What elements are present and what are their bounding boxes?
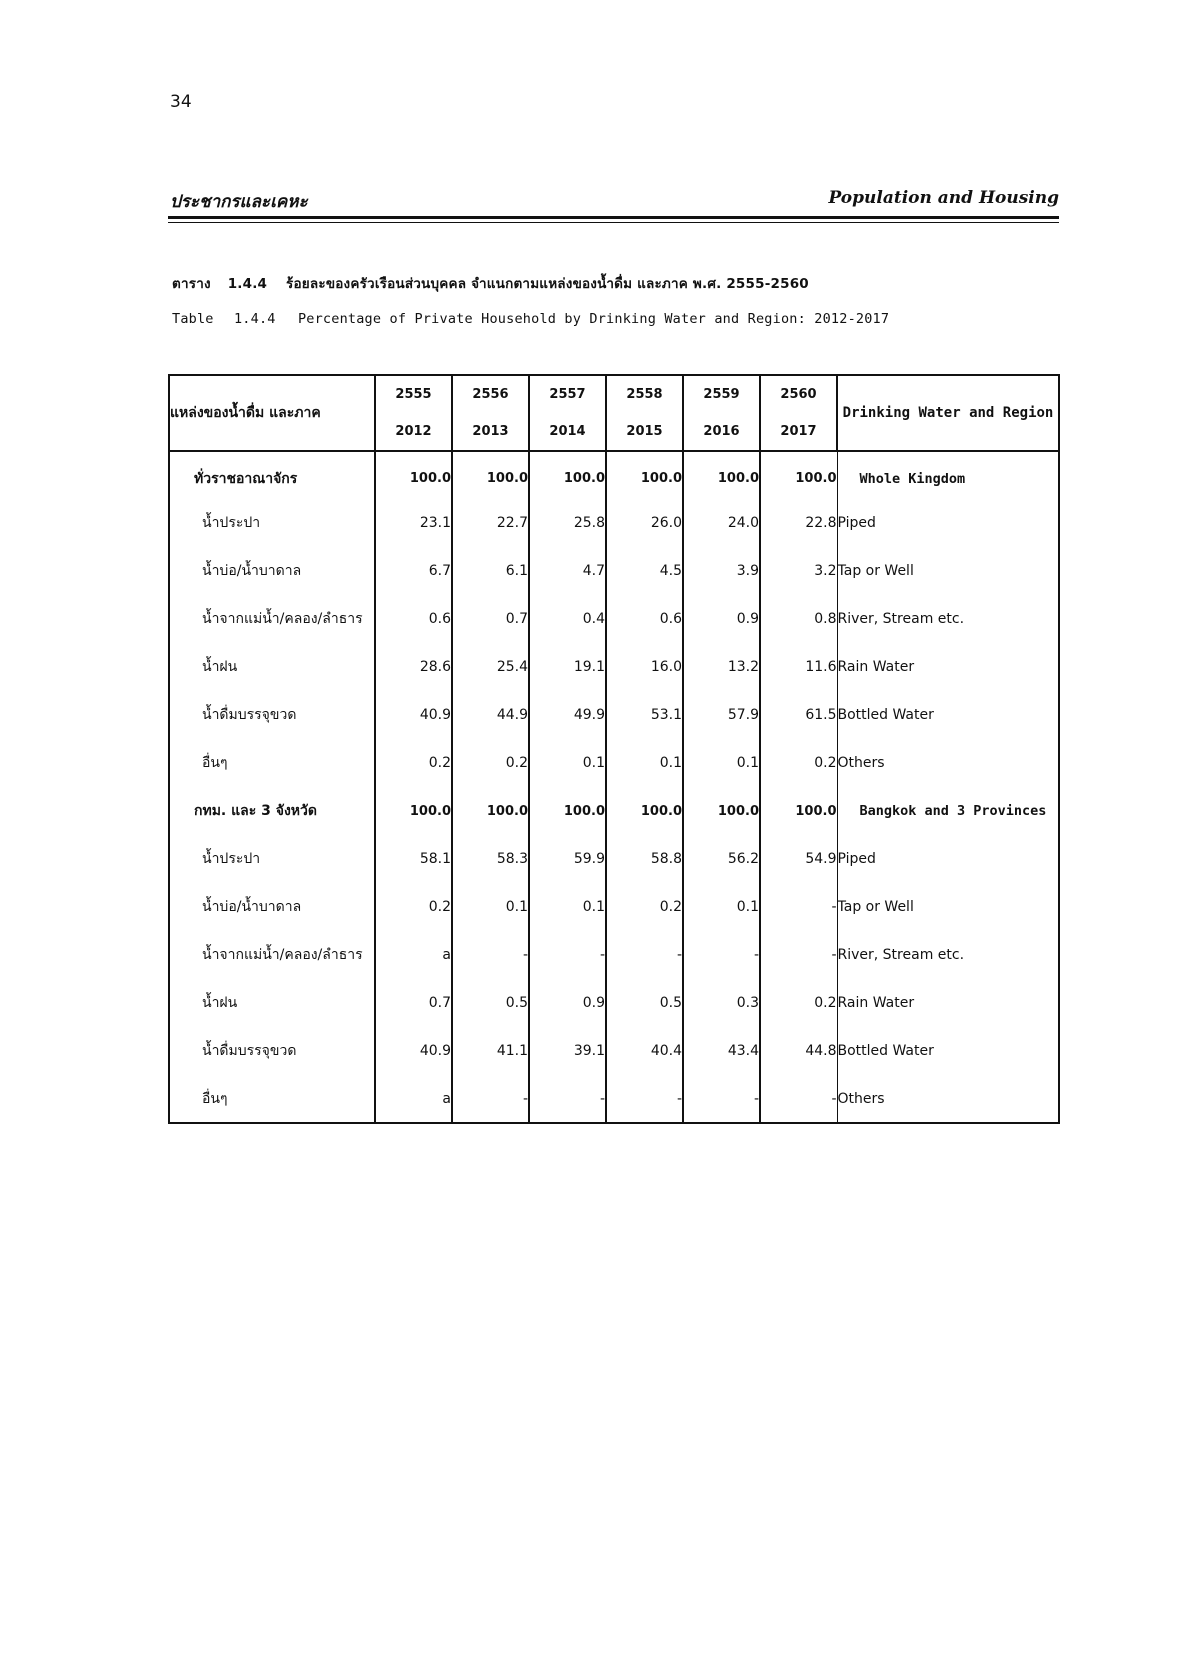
value-cell: - <box>529 931 606 979</box>
caption-english-number: 1.4.4 <box>233 311 276 327</box>
value-cell: 44.9 <box>452 691 529 739</box>
row-label-thai: น้ำประปา <box>202 515 261 531</box>
value-cell: 13.2 <box>683 643 760 691</box>
value-cell: 0.1 <box>683 883 760 931</box>
table-row <box>169 499 1059 547</box>
value-cell: 0.2 <box>375 883 452 931</box>
row-label-thai: กทม. และ 3 จังหวัด <box>194 803 317 819</box>
value-cell: 4.5 <box>606 547 683 595</box>
value-cell: 61.5 <box>760 691 837 739</box>
row-label-english: Bottled Water <box>837 691 1059 739</box>
row-label-thai: อื่นๆ <box>202 1090 228 1107</box>
row-label-english: River, Stream etc. <box>837 595 1059 643</box>
row-label-english: Bottled Water <box>837 1027 1059 1075</box>
row-label-english: Piped <box>837 835 1059 883</box>
row-label-thai: น้ำจากแม่น้ำ/คลอง/ลำธาร <box>202 611 363 627</box>
header-label-english: Drinking Water and Region <box>837 375 1059 451</box>
row-label-english: Rain Water <box>837 643 1059 691</box>
table-body <box>169 451 1059 1123</box>
year-be: 2556 <box>472 387 509 402</box>
row-label-english: Others <box>837 1075 1059 1123</box>
table-caption-english <box>172 311 889 327</box>
row-label-thai: น้ำฝน <box>202 659 238 675</box>
value-cell: a <box>375 931 452 979</box>
value-cell: 25.8 <box>529 499 606 547</box>
value-cell: 28.6 <box>375 643 452 691</box>
value-cell: 0.2 <box>760 739 837 787</box>
value-cell: - <box>529 1075 606 1123</box>
value-cell: a <box>375 1075 452 1123</box>
header-year <box>683 375 760 451</box>
table-row <box>169 595 1059 643</box>
year-ce: 2012 <box>395 424 432 439</box>
value-cell: 0.1 <box>452 883 529 931</box>
value-cell: 0.6 <box>375 595 452 643</box>
value-cell: 100.0 <box>606 451 683 499</box>
value-cell: 0.1 <box>683 739 760 787</box>
header-label-thai: แหล่งของน้ำดื่ม และภาค <box>169 375 375 451</box>
value-cell: 0.9 <box>529 979 606 1027</box>
value-cell: 41.1 <box>452 1027 529 1075</box>
value-cell: 0.3 <box>683 979 760 1027</box>
data-table <box>168 374 1060 1124</box>
value-cell: 0.5 <box>606 979 683 1027</box>
table-row <box>169 883 1059 931</box>
row-label-english: Others <box>837 739 1059 787</box>
header-year <box>760 375 837 451</box>
row-label-thai: น้ำประปา <box>202 851 261 867</box>
value-cell: 53.1 <box>606 691 683 739</box>
value-cell: 100.0 <box>760 787 837 835</box>
page-number: 34 <box>170 92 192 112</box>
value-cell: 49.9 <box>529 691 606 739</box>
value-cell: 58.1 <box>375 835 452 883</box>
row-label-english: River, Stream etc. <box>837 931 1059 979</box>
value-cell: 4.7 <box>529 547 606 595</box>
value-cell: 19.1 <box>529 643 606 691</box>
value-cell: 0.1 <box>529 739 606 787</box>
table-row <box>169 931 1059 979</box>
value-cell: - <box>683 931 760 979</box>
value-cell: 0.6 <box>606 595 683 643</box>
value-cell: 0.7 <box>452 595 529 643</box>
row-label-thai: น้ำบ่อ/น้ำบาดาล <box>202 563 302 579</box>
value-cell: - <box>606 1075 683 1123</box>
value-cell: 24.0 <box>683 499 760 547</box>
row-label-english: Whole Kingdom <box>837 451 1059 499</box>
row-label-thai: น้ำจากแม่น้ำ/คลอง/ลำธาร <box>202 947 363 963</box>
table-row <box>169 835 1059 883</box>
value-cell: - <box>760 931 837 979</box>
value-cell: 3.2 <box>760 547 837 595</box>
header-year <box>606 375 683 451</box>
value-cell: 54.9 <box>760 835 837 883</box>
table-row <box>169 691 1059 739</box>
row-label-english: Rain Water <box>837 979 1059 1027</box>
year-be: 2559 <box>703 387 740 402</box>
row-label-english: Bangkok and 3 Provinces <box>837 787 1059 835</box>
table-row <box>169 1075 1059 1123</box>
table-row <box>169 739 1059 787</box>
value-cell: 0.7 <box>375 979 452 1027</box>
table-row <box>169 979 1059 1027</box>
value-cell: 40.9 <box>375 691 452 739</box>
value-cell: 57.9 <box>683 691 760 739</box>
row-label-english: Tap or Well <box>837 883 1059 931</box>
value-cell: - <box>760 883 837 931</box>
value-cell: 100.0 <box>375 787 452 835</box>
running-header-english: Population and Housing <box>828 188 1059 208</box>
table-row <box>169 1027 1059 1075</box>
header-rule-thick <box>168 216 1059 219</box>
running-header-thai: ประชากรและเคหะ <box>170 192 308 212</box>
value-cell: 3.9 <box>683 547 760 595</box>
value-cell: - <box>760 1075 837 1123</box>
row-label-english: Piped <box>837 499 1059 547</box>
header-year <box>375 375 452 451</box>
caption-thai-number: 1.4.4 <box>227 276 268 292</box>
table-row <box>169 643 1059 691</box>
year-be: 2557 <box>549 387 586 402</box>
header-rule-thin <box>168 222 1059 223</box>
value-cell: 16.0 <box>606 643 683 691</box>
value-cell: 11.6 <box>760 643 837 691</box>
value-cell: 0.2 <box>375 739 452 787</box>
value-cell: 25.4 <box>452 643 529 691</box>
value-cell: 58.3 <box>452 835 529 883</box>
value-cell: 23.1 <box>375 499 452 547</box>
header-row <box>169 375 1059 451</box>
header-year <box>529 375 606 451</box>
table-caption-thai <box>172 272 809 294</box>
year-ce: 2015 <box>626 424 663 439</box>
table-row <box>169 451 1059 499</box>
value-cell: 40.9 <box>375 1027 452 1075</box>
value-cell: - <box>452 1075 529 1123</box>
value-cell: 0.1 <box>529 883 606 931</box>
row-label-thai: น้ำดื่มบรรจุขวด <box>202 707 297 723</box>
value-cell: 100.0 <box>683 451 760 499</box>
value-cell: 100.0 <box>452 787 529 835</box>
value-cell: 26.0 <box>606 499 683 547</box>
value-cell: 100.0 <box>375 451 452 499</box>
value-cell: - <box>452 931 529 979</box>
header-year <box>452 375 529 451</box>
value-cell: - <box>606 931 683 979</box>
value-cell: 100.0 <box>529 787 606 835</box>
value-cell: 6.7 <box>375 547 452 595</box>
value-cell: 0.9 <box>683 595 760 643</box>
value-cell: 100.0 <box>760 451 837 499</box>
row-label-thai: น้ำบ่อ/น้ำบาดาล <box>202 899 302 915</box>
value-cell: - <box>683 1075 760 1123</box>
value-cell: 59.9 <box>529 835 606 883</box>
value-cell: 100.0 <box>606 787 683 835</box>
value-cell: 0.5 <box>452 979 529 1027</box>
caption-english-text: Percentage of Private Household by Drinking Water and Region: 2012-2017 <box>297 311 890 327</box>
row-label-thai: น้ำดื่มบรรจุขวด <box>202 1043 297 1059</box>
row-label-thai: อื่นๆ <box>202 755 228 771</box>
value-cell: 22.8 <box>760 499 837 547</box>
value-cell: 0.1 <box>606 739 683 787</box>
caption-english-label: Table <box>172 311 214 327</box>
value-cell: 0.8 <box>760 595 837 643</box>
value-cell: 58.8 <box>606 835 683 883</box>
value-cell: 44.8 <box>760 1027 837 1075</box>
row-label-english: Tap or Well <box>837 547 1059 595</box>
year-ce: 2013 <box>472 424 509 439</box>
value-cell: 100.0 <box>683 787 760 835</box>
value-cell: 0.2 <box>760 979 837 1027</box>
value-cell: 0.2 <box>606 883 683 931</box>
table-row <box>169 547 1059 595</box>
year-be: 2558 <box>626 387 663 402</box>
value-cell: 0.2 <box>452 739 529 787</box>
year-ce: 2016 <box>703 424 740 439</box>
value-cell: 0.4 <box>529 595 606 643</box>
value-cell: 6.1 <box>452 547 529 595</box>
row-label-thai: ทั่วราชอาณาจักร <box>194 470 298 487</box>
table-header <box>169 375 1059 451</box>
row-label-thai: น้ำฝน <box>202 995 238 1011</box>
table-row <box>169 787 1059 835</box>
caption-thai-label: ตาราง <box>172 276 211 292</box>
year-ce: 2017 <box>780 424 817 439</box>
year-be: 2560 <box>780 387 817 402</box>
value-cell: 56.2 <box>683 835 760 883</box>
value-cell: 43.4 <box>683 1027 760 1075</box>
value-cell: 100.0 <box>452 451 529 499</box>
year-be: 2555 <box>395 387 432 402</box>
value-cell: 40.4 <box>606 1027 683 1075</box>
value-cell: 22.7 <box>452 499 529 547</box>
caption-thai-text: ร้อยละของครัวเรือนส่วนบุคคล จำแนกตามแหล่งของน้ำดื่ม และภาค พ.ศ. 2555-2560 <box>286 276 809 292</box>
value-cell: 100.0 <box>529 451 606 499</box>
year-ce: 2014 <box>549 424 586 439</box>
value-cell: 39.1 <box>529 1027 606 1075</box>
